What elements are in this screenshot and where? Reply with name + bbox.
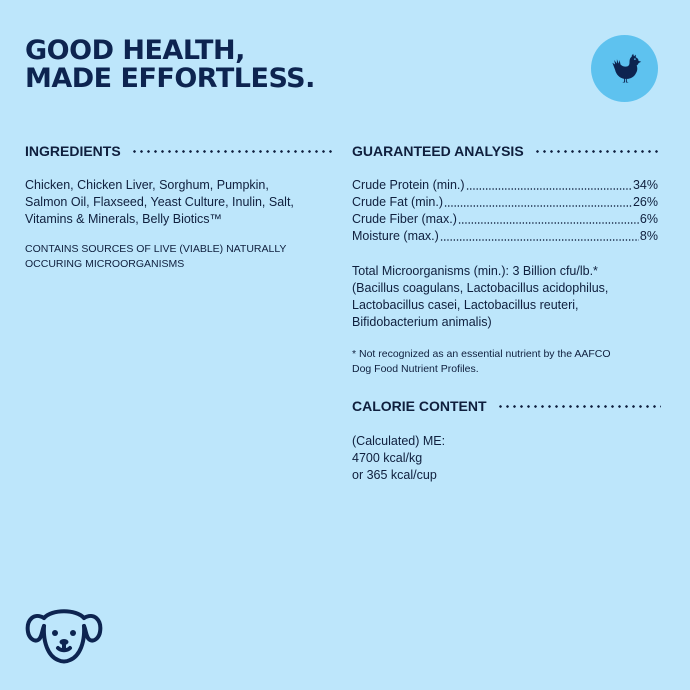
analysis-value: 8% [639, 229, 658, 243]
footnote-line: * Not recognized as an essential nutrient by the AAFCO [352, 348, 611, 360]
ingredients-line: Salmon Oil, Flaxseed, Yeast Culture, Inulin, Salt, [25, 195, 294, 209]
micro-line: Total Microorganisms (min.): 3 Billion cfu/lb.* [352, 264, 598, 278]
micro-line: (Bacillus coagulans, Lactobacillus acidophilus, [352, 281, 609, 295]
chicken-icon [607, 51, 643, 87]
leader-dots [458, 222, 639, 224]
leader-dots [444, 205, 632, 207]
calorie-text [352, 433, 445, 484]
dog-face-icon [24, 606, 104, 664]
analysis-label: Moisture (max.) [352, 229, 439, 243]
ingredients-line: Vitamins & Minerals, Belly Biotics™ [25, 212, 223, 226]
analysis-row [352, 228, 658, 245]
analysis-heading-row [352, 143, 661, 159]
calorie-heading: CALORIE CONTENT [352, 398, 487, 414]
heading-divider [534, 150, 661, 153]
note-line: CONTAINS SOURCES OF LIVE (VIABLE) NATURALLY [25, 243, 287, 255]
ingredients-list [25, 177, 294, 228]
heading-divider [497, 405, 661, 408]
calorie-line: (Calculated) ME: [352, 434, 446, 448]
micro-line: Bifidobacterium animalis) [352, 315, 492, 329]
headline [25, 37, 315, 93]
microorganisms-text [352, 263, 608, 331]
analysis-value: 26% [632, 195, 658, 209]
analysis-label: Crude Fiber (max.) [352, 212, 457, 226]
chicken-badge [591, 35, 658, 102]
analysis-row [352, 194, 658, 211]
analysis-label: Crude Protein (min.) [352, 178, 465, 192]
headline-line-1: GOOD HEALTH, [25, 35, 245, 66]
leader-dots [466, 188, 632, 190]
analysis-value: 6% [639, 212, 658, 226]
leader-dots [440, 239, 639, 241]
analysis-row [352, 177, 658, 194]
heading-divider [131, 150, 336, 153]
analysis-heading: GUARANTEED ANALYSIS [352, 143, 524, 159]
aafco-footnote [352, 347, 611, 377]
calorie-line: 4700 kcal/kg [352, 451, 423, 465]
footnote-line: Dog Food Nutrient Profiles. [352, 363, 479, 375]
headline-line-2: MADE EFFORTLESS. [25, 63, 315, 94]
analysis-table [352, 177, 658, 245]
microorganism-note [25, 242, 286, 272]
ingredients-heading-row [25, 143, 336, 159]
calorie-heading-row [352, 398, 661, 414]
ingredients-line: Chicken, Chicken Liver, Sorghum, Pumpkin, [25, 178, 269, 192]
note-line: OCCURING MICROORGANISMS [25, 258, 185, 270]
analysis-value: 34% [632, 178, 658, 192]
analysis-label: Crude Fat (min.) [352, 195, 443, 209]
analysis-row [352, 211, 658, 228]
calorie-line: or 365 kcal/cup [352, 468, 437, 482]
ingredients-heading: INGREDIENTS [25, 143, 121, 159]
micro-line: Lactobacillus casei, Lactobacillus reuteri, [352, 298, 579, 312]
